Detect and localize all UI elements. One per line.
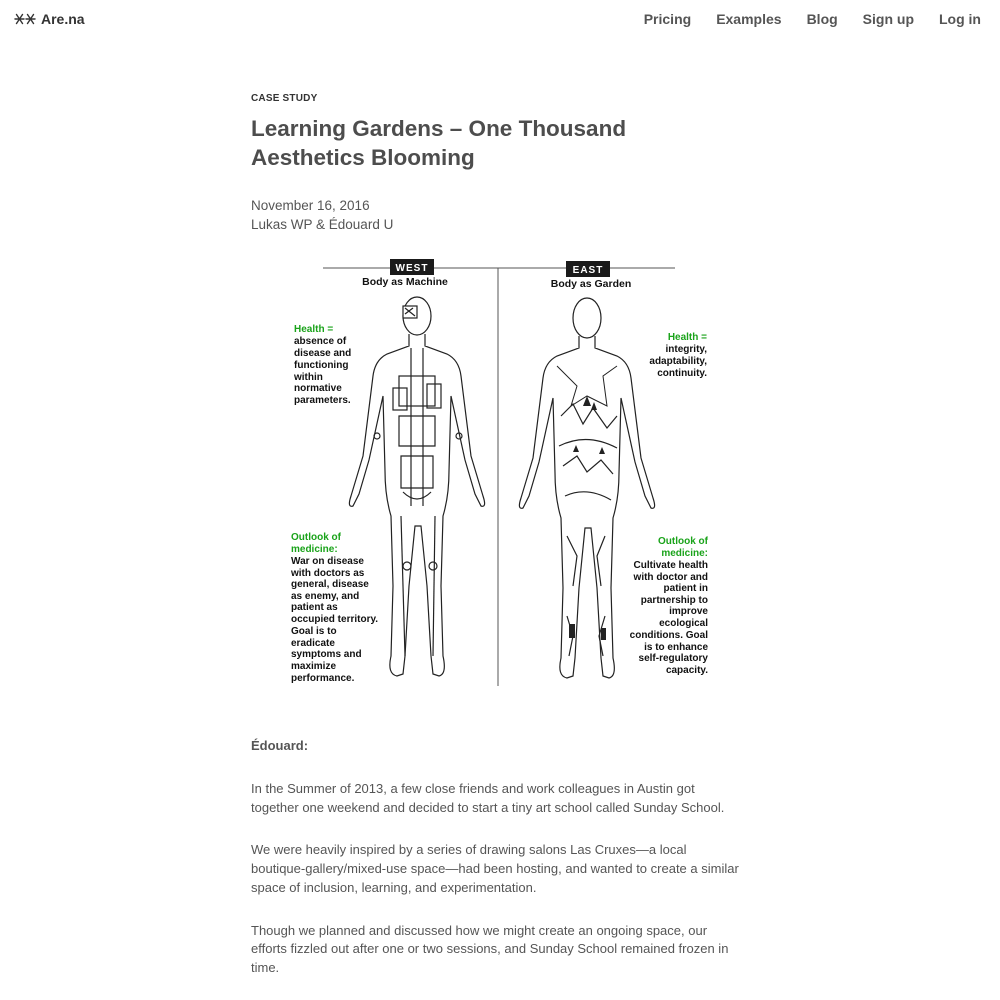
- east-health-text: [649, 344, 707, 379]
- logo-text: Are.na: [41, 11, 85, 27]
- east-health-line: integrity,: [665, 344, 707, 355]
- west-outlook-line: as enemy, and: [291, 591, 360, 602]
- nav-signup-link[interactable]: Sign up: [862, 11, 914, 27]
- west-outlook-line: performance.: [291, 673, 355, 684]
- west-outlook-line: eradicate: [291, 638, 335, 649]
- east-health-label: Health =: [667, 332, 707, 343]
- east-health-line: continuity.: [657, 368, 707, 379]
- east-outlook-line: improve: [669, 606, 708, 617]
- east-outlook-line: self-regulatory: [638, 653, 708, 664]
- article-figure: [287, 256, 715, 688]
- east-health-line: adaptability,: [649, 356, 707, 367]
- west-health-line: normative: [294, 383, 342, 394]
- body-paragraph: We were heavily inspired by a series of drawing salons Las Cruxes—a local boutique-gallery/mixed-use space—had been hosting, and wanted to create a similar space of inclusion, learning, and experimentation.: [251, 842, 739, 895]
- body-paragraph: Though we planned and discussed how we might create an ongoing space, our efforts fizzled out after one or two sessions, and Sunday School remained frozen in time.: [251, 922, 729, 975]
- west-health-line: functioning: [294, 360, 349, 371]
- east-tag-text: EAST: [572, 265, 604, 276]
- west-outlook-label: [291, 532, 342, 555]
- west-outlook-line: War on disease: [291, 556, 364, 567]
- article-header: [251, 90, 741, 234]
- nav-login-link[interactable]: Log in: [939, 11, 981, 27]
- nav-links: [644, 11, 981, 27]
- article-body: [251, 736, 741, 978]
- east-body-figure: [519, 298, 654, 678]
- logo-link[interactable]: [14, 10, 85, 28]
- article-date: November 16, 2016: [251, 198, 370, 213]
- west-health-text: [293, 336, 351, 406]
- top-nav: [0, 0, 1000, 38]
- east-outlook-label-line: Outlook of: [658, 536, 708, 547]
- east-outlook-label: [658, 536, 709, 559]
- east-outlook-label-line: medicine:: [661, 548, 708, 559]
- arena-asterisks-icon: [14, 13, 36, 25]
- east-outlook-line: ecological: [659, 618, 708, 629]
- article-authors: Lukas WP & Édouard U: [251, 217, 394, 232]
- east-outlook-line: capacity.: [665, 665, 708, 676]
- east-outlook-line: conditions. Goal: [629, 630, 708, 641]
- west-outlook-line: symptoms and: [291, 649, 362, 660]
- west-outlook-line: occupied territory.: [291, 614, 379, 625]
- west-outlook-line: patient as: [291, 602, 338, 613]
- west-outlook-line: maximize: [291, 661, 337, 672]
- east-outlook-line: partnership to: [640, 595, 708, 606]
- west-outlook-line: general, disease: [291, 579, 369, 590]
- west-health-line: absence of: [294, 336, 347, 347]
- article-title: Learning Gardens – One Thousand Aesthetics Blooming: [251, 116, 627, 170]
- nav-blog-link[interactable]: Blog: [806, 11, 838, 27]
- west-outlook-line: Goal is to: [291, 626, 337, 637]
- speaker-label: Édouard:: [251, 738, 309, 753]
- east-subtitle: Body as Garden: [550, 278, 632, 290]
- west-health-line: within: [294, 372, 323, 383]
- article-kicker: CASE STUDY: [251, 93, 318, 104]
- east-outlook-text: [630, 560, 709, 676]
- nav-pricing-link[interactable]: Pricing: [643, 11, 692, 27]
- west-outlook-label-line: Outlook of: [291, 532, 341, 543]
- west-subtitle: Body as Machine: [362, 276, 448, 288]
- article-meta: [251, 196, 741, 234]
- west-tag-text: WEST: [395, 263, 429, 274]
- west-health-label: Health =: [294, 324, 334, 335]
- west-tag: [390, 259, 434, 275]
- west-outlook-line: with doctors as: [291, 568, 365, 579]
- east-outlook-line: with doctor and: [633, 572, 708, 583]
- east-outlook-line: patient in: [663, 583, 708, 594]
- west-outlook-text: [290, 556, 378, 684]
- east-tag: [566, 261, 610, 277]
- nav-examples-link[interactable]: Examples: [716, 11, 782, 27]
- west-health-line: disease and: [294, 348, 352, 359]
- east-outlook-line: is to enhance: [644, 642, 708, 653]
- body-paragraph: In the Summer of 2013, a few close friends and work colleagues in Austin got together one weekend and decided to start a tiny art school called Sunday School.: [251, 781, 725, 815]
- east-outlook-line: Cultivate health: [633, 560, 708, 571]
- west-outlook-label-line: medicine:: [291, 544, 338, 555]
- west-health-line: parameters.: [294, 395, 351, 406]
